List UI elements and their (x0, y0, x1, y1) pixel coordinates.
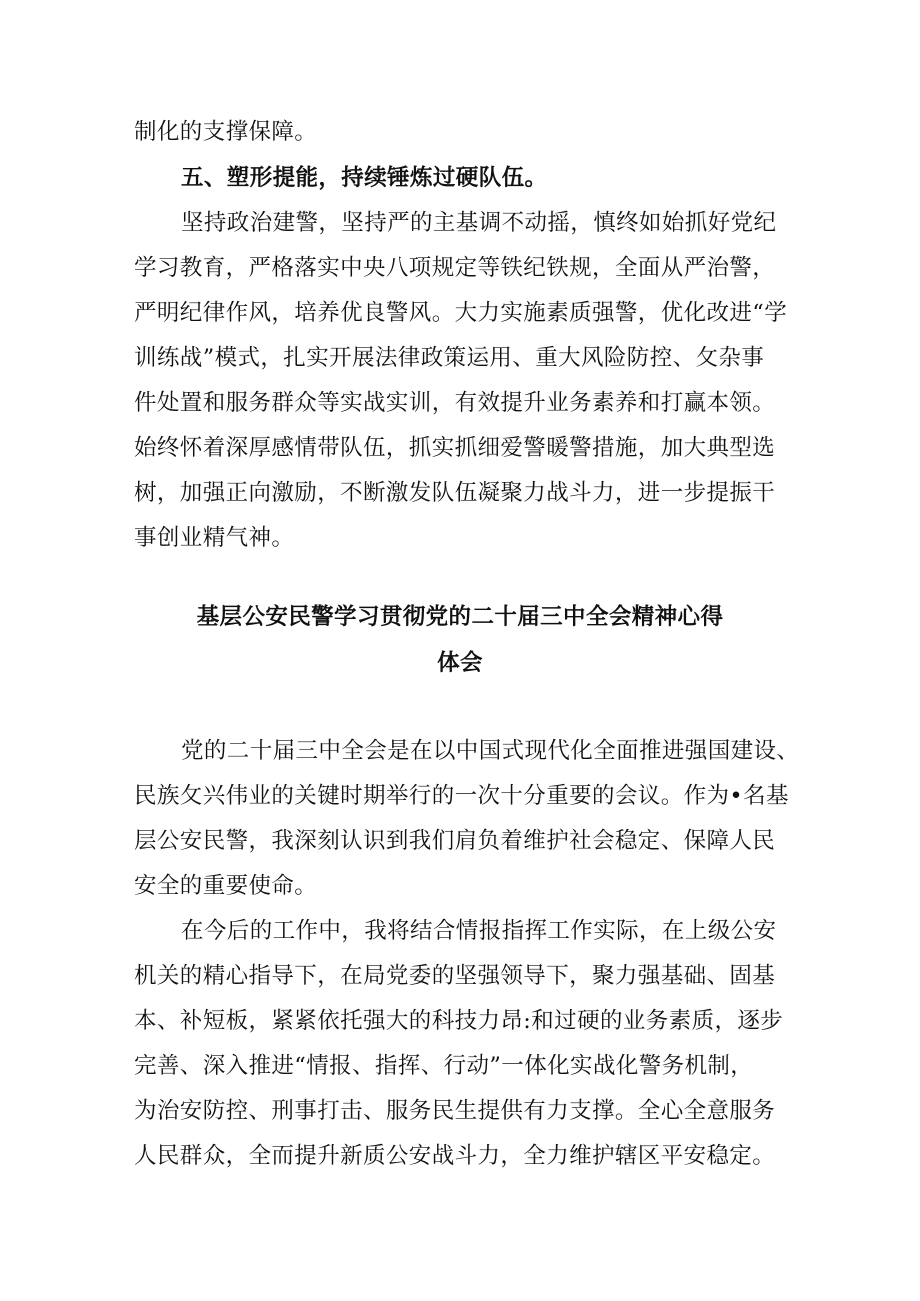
text-line: 学习教育，严格落实中央八项规定等铁纪铁规，全面从严治警， (134, 255, 776, 281)
text-line: 机关的精心指导下，在局党委的坚强领导下，聚力强基础、固基 (134, 963, 776, 989)
article-title-continued: 体会 (437, 650, 483, 676)
text-line: 安全的重要使命。 (134, 873, 318, 899)
article-title: 基层公安民警学习贯彻党的二十届三中全会精神心得 (196, 604, 724, 630)
text-line: 坚持政治建警，坚持严的主基调不动摇，慎终如始抓好党纪 (181, 210, 777, 236)
text-line: 训练战”模式，扎实开展法律政策运用、重大风险防控、攵杂事 (134, 345, 765, 371)
text-line: 民族攵兴伟业的关键时期举行的一次十分重要的会议。作为•名基 (134, 783, 789, 809)
section-heading: 五、塑形提能，持续锤炼过硬队伍。 (181, 165, 548, 191)
text-line: 在今后的工作中，我将结合情报指挥工作实际，在上级公安 (181, 918, 777, 944)
text-line: 本、补短板，紧紧依托强大的科技力昂:和过硬的业务素质，逐步 (134, 1008, 784, 1034)
text-line: 层公安民警，我深刻认识到我们肩负着维护社会稳定、保障人民 (134, 828, 776, 854)
text-line: 完善、深入推进“情报、指挥、行动”一体化实战化警务机制， (134, 1053, 754, 1079)
text-line: 始终怀着深厚感情带队伍，抓实抓细爱警暖警措施，加大典型选 (134, 435, 776, 461)
text-line: 人民群众，全而提升新质公安战斗力，全力维护辖区平安稳定。 (134, 1143, 776, 1169)
text-line: 件处置和服务群众等实战实训，有效提升业务素养和打赢本领。 (134, 390, 776, 416)
text-line: 树，加强正向激励，不断激发队伍凝聚力战斗力，进一步提振干 (134, 480, 776, 506)
text-line: 党的二十届三中全会是在以中国式现代化全面推进强国建设、 (181, 738, 800, 764)
text-line: 制化的支撑保障。 (134, 119, 318, 145)
text-line: 严明纪律作风，培养优良警风。大力实施素质强警，优化改进“学 (134, 300, 788, 326)
text-line: 为治安防控、刑事打击、服务民生提供有力支撑。全心全意服务 (134, 1098, 776, 1124)
text-line: 事创业精气神。 (134, 525, 295, 551)
